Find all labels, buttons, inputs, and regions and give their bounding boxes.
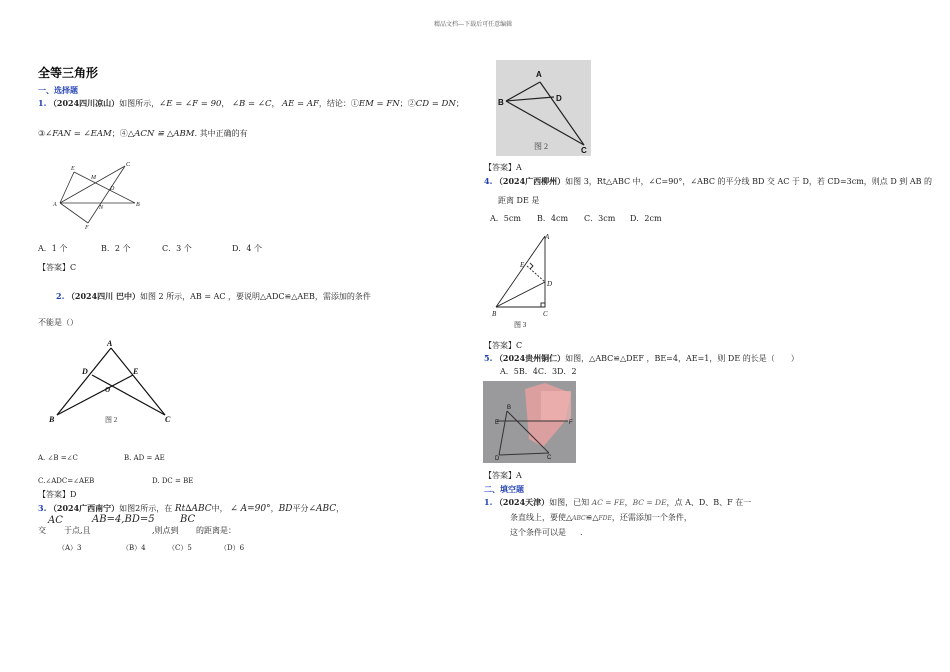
q2-fig-label-O: O — [105, 386, 111, 394]
q3-math-6: AB=4,BD=5 — [92, 514, 155, 525]
q4-source: （2024广西柳州） — [494, 176, 566, 186]
q3-text: ， — [270, 504, 279, 513]
q2-figure — [45, 338, 180, 430]
q1-fig-label-F: F — [85, 225, 89, 231]
q3-figure-photo — [496, 60, 591, 156]
q2-answer: 【答案】D — [38, 490, 77, 499]
q3-math-4: ∠ABC — [308, 504, 337, 514]
q3-line2c: ,则点到 — [152, 526, 179, 535]
q3-fig-label-A: A — [536, 70, 542, 79]
q2-source: （2024四川 巴中） — [66, 291, 140, 301]
q5-fig-label-C: C — [547, 455, 552, 461]
q1-option-d: D．4 个 — [232, 244, 263, 253]
q1-math-2: ∠B = ∠C — [231, 99, 272, 109]
fill-q1-text: 条直线上，要使△ — [510, 513, 573, 522]
q5-fig-label-F: F — [569, 420, 573, 426]
q1-line2 — [38, 128, 248, 139]
q5-text: 如图，△ABC≌△DEF ，BE=4，AE=1，则 DE 的长是（ ） — [565, 354, 799, 363]
q2-fig-label-C: C — [165, 415, 171, 424]
q1-text: ，结论：① — [318, 99, 359, 108]
page-header: 精品文档---下载后可任意编辑 — [434, 21, 513, 28]
q5-answer: 【答案】A — [484, 471, 522, 480]
fill-q1-text: . — [580, 528, 583, 537]
q3-math-7: BC — [180, 514, 196, 525]
q5-figure-photo — [483, 381, 576, 463]
q2-fig-label-A: A — [107, 339, 113, 348]
q1-answer: 【答案】C — [38, 263, 77, 272]
q3-math-5: AC — [48, 515, 63, 526]
q1-option-c: C．3 个 — [162, 244, 192, 253]
q2-option-d: D. DC = BE — [152, 477, 194, 485]
fill-q1-math-3: ABC — [572, 515, 586, 522]
fill-q1-line3 — [510, 527, 583, 538]
q4-option-c: C．3cm — [584, 214, 616, 223]
q1-fig-label-C: C — [126, 162, 131, 168]
q4-fig-label-B: B — [492, 310, 497, 318]
q5-number: 5. — [484, 353, 493, 363]
q3-number: 3. — [38, 503, 47, 513]
q3-fig-label-D: D — [556, 94, 562, 103]
q2-fig-label-B: B — [49, 415, 55, 424]
fill-q1-math-1: AC = FE — [591, 498, 625, 507]
q2-line2: 不能是（） — [38, 318, 78, 327]
q1-fig-label-E: E — [71, 166, 75, 172]
q3-math-1: Rt∆ABC — [174, 504, 212, 514]
q2-line1 — [56, 291, 371, 302]
q3-answer: 【答案】A — [484, 163, 522, 172]
q1-figure — [50, 158, 150, 235]
q1-math-7: △ACN ≌ △ABM — [127, 129, 195, 139]
q4-line1 — [484, 176, 932, 187]
q2-text: 如图 2 所示，AB = AC ，要说明△ADC≌△AEB，需添加的条件 — [139, 292, 371, 301]
q2-fig-label-E: E — [133, 367, 139, 376]
q3-math-2: ∠ A=90° — [230, 504, 271, 514]
q4-option-a: A．5cm — [490, 214, 521, 223]
q3-option-d: （D）6 — [220, 544, 245, 552]
q4-fig-label-E: E — [520, 261, 525, 269]
q3-line2a: 交 — [38, 526, 46, 535]
q1-number: 1. — [38, 98, 47, 108]
q1-math-5: CD = DN — [415, 99, 456, 109]
q1-text: . 其中正确的有 — [194, 129, 248, 138]
q1-fig-label-A: A — [53, 202, 57, 208]
q1-option-a: A．1 个 — [38, 244, 68, 253]
q3-text: 平分 — [292, 504, 309, 513]
q2-number: 2. — [56, 291, 65, 301]
q3-option-a: （A）3 — [58, 544, 82, 552]
q2-option-c: C.∠ADC=∠AEB — [38, 477, 95, 485]
q1-sep: ， — [221, 99, 230, 108]
q3-option-c: （C）5 — [168, 544, 192, 552]
fill-q1-text: ，还需添加一个条件， — [611, 513, 692, 522]
q1-fig-label-M: M — [91, 175, 96, 181]
q1-math-3: AE = AF — [282, 99, 319, 109]
fill-q1-line2 — [510, 512, 692, 523]
fill-q1-text: 这个条件可以是 — [510, 528, 566, 537]
q2-fig-caption: 图 2 — [105, 416, 118, 424]
q3-option-b: （B）4 — [122, 544, 146, 552]
q3-line1 — [38, 503, 344, 514]
q1-text: ；④ — [111, 129, 128, 138]
q5-line1 — [484, 353, 799, 364]
fill-q1-text: ，点 A、D、B、F 在一 — [666, 498, 752, 507]
section-fill: 二、填空题 — [484, 484, 524, 494]
q1-text: ； — [455, 99, 464, 108]
q1-math-4: EM = FN — [358, 99, 400, 109]
fill-q1-line1 — [484, 497, 751, 508]
q3-text: 如图2所示，在 — [119, 504, 173, 513]
q4-fig-label-A: A — [545, 233, 550, 241]
fill-q1-number: 1. — [484, 497, 493, 507]
q1-fig-label-D: D — [110, 186, 115, 192]
q2-option-a: A. ∠B =∠C — [38, 454, 78, 462]
fill-q1-math-4: FDE — [598, 515, 612, 522]
q1-fig-label-N: N — [99, 205, 104, 211]
page-title: 全等三角形 — [38, 66, 99, 80]
q1-text: 如图所示， — [119, 99, 160, 108]
fill-q1-text: ， — [624, 498, 633, 507]
fill-q1-math-2: BC = DE — [632, 498, 667, 507]
q1-text: ；② — [399, 99, 416, 108]
q4-fig-label-D: D — [547, 280, 553, 288]
q5-fig-label-D: D — [495, 456, 500, 462]
q1-text: ③ — [38, 129, 46, 138]
q5-fig-label-B: B — [507, 405, 512, 411]
q3-fig-label-C: C — [581, 146, 587, 155]
q4-option-d: D．2cm — [630, 214, 662, 223]
q4-figure — [484, 230, 564, 332]
q3-text: 中， — [211, 504, 228, 513]
q5-fig-label-E: E — [495, 420, 500, 426]
q3-line2d: 的距离是： — [196, 526, 236, 535]
fill-q1-text: 如图，已知 — [549, 498, 590, 507]
q4-number: 4. — [484, 176, 493, 186]
q3-fig-caption: 图 2 — [534, 142, 548, 151]
q1-math-1: ∠E = ∠F = 90 — [159, 99, 222, 109]
section-choice: 一、选择题 — [38, 85, 78, 95]
q1-math-6: ∠FAN = ∠EAM — [45, 129, 112, 139]
q3-fig-label-B: B — [498, 98, 504, 107]
q3-math-3: BD — [278, 504, 293, 514]
q1-line1 — [38, 98, 464, 109]
q1-option-b: B．2 个 — [101, 244, 131, 253]
q3-text: ， — [336, 504, 345, 513]
q3-source: （2024广西南宁） — [48, 503, 120, 513]
q4-answer: 【答案】C — [484, 341, 523, 350]
q1-sep: ， — [271, 99, 280, 108]
q1-source: （2024四川凉山） — [48, 98, 120, 108]
q5-source: （2024贵州铜仁） — [494, 353, 566, 363]
q3-line2b: 于点,且 — [64, 526, 91, 535]
q4-line2: 距离 DE 是 — [498, 196, 540, 205]
q4-text: 如图 3，Rt△ABC 中，∠C=90°，∠ABC 的平分线 BD 交 AC 于 D，若 CD=3cm，则点 D 到 AB 的 — [565, 177, 933, 186]
fill-q1-source: （2024天津） — [494, 497, 550, 507]
q2-fig-label-D: D — [82, 367, 88, 376]
q1-fig-label-B: B — [136, 202, 140, 208]
q4-option-b: B．4cm — [537, 214, 569, 223]
fill-q1-text: ≌△ — [585, 513, 599, 522]
q2-option-b: B. AD = AE — [124, 454, 165, 462]
q4-fig-caption: 图 3 — [514, 321, 527, 329]
q5-options: A．5B．4C．3D．2 — [500, 367, 577, 376]
q4-fig-label-C: C — [543, 310, 548, 318]
